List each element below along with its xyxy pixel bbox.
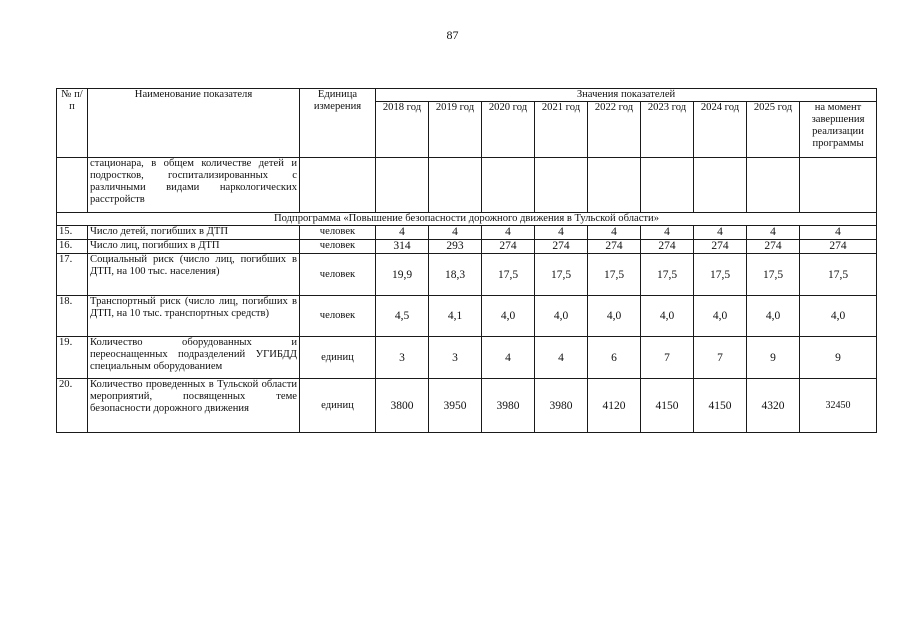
header-year: 2023 год — [641, 102, 694, 158]
row-value: 7 — [641, 337, 694, 379]
header-year: 2025 год — [747, 102, 800, 158]
header-year: 2022 год — [588, 102, 641, 158]
row-name: Число лиц, погибших в ДТП — [88, 240, 300, 254]
row-value: 9 — [747, 337, 800, 379]
row-value: 3 — [429, 337, 482, 379]
row-value: 7 — [694, 337, 747, 379]
row-value: 17,5 — [482, 254, 535, 296]
row-value: 4,0 — [535, 296, 588, 337]
row-final-value: 274 — [800, 240, 877, 254]
row-unit: единиц — [300, 337, 376, 379]
row-value: 18,3 — [429, 254, 482, 296]
row-number: 16. — [57, 240, 88, 254]
row-value: 17,5 — [747, 254, 800, 296]
header-year: 2019 год — [429, 102, 482, 158]
subprogram-row — [57, 213, 877, 226]
row-unit: человек — [300, 226, 376, 240]
row-name: Количество оборудованных и переоснащенных подразделений УГИБДД специальным оборудованием — [88, 337, 300, 379]
row-value: 4 — [535, 337, 588, 379]
row-final-value: 4 — [800, 226, 877, 240]
row-name: Количество проведенных в Тульской области мероприятий, посвященных теме безопасности дорожного движения — [88, 379, 300, 433]
header-col-unit: Единица измерения — [300, 89, 376, 158]
row-value: 274 — [747, 240, 800, 254]
row-value: 17,5 — [694, 254, 747, 296]
row-value: 4 — [482, 226, 535, 240]
header-year: 2018 год — [376, 102, 429, 158]
page-number: 87 — [446, 28, 459, 42]
header-final: на момент завершения реализации программы — [800, 102, 877, 158]
row-value: 3980 — [535, 379, 588, 433]
row-value: 19,9 — [376, 254, 429, 296]
row-value: 274 — [588, 240, 641, 254]
row-value: 4,1 — [429, 296, 482, 337]
row-final-value: 32450 — [800, 379, 877, 433]
row-name: Транспортный риск (число лиц, погибших в ДТП, на 10 тыс. транспортных средств) — [88, 296, 300, 337]
row-value: 3950 — [429, 379, 482, 433]
row-number: 18. — [57, 296, 88, 337]
row-value: 4120 — [588, 379, 641, 433]
row-value: 3800 — [376, 379, 429, 433]
table-row — [57, 240, 877, 254]
row-final-value: 4,0 — [800, 296, 877, 337]
row-name: Число детей, погибших в ДТП — [88, 226, 300, 240]
header-year: 2024 год — [694, 102, 747, 158]
header-values-group: Значения показателей — [376, 89, 877, 102]
header-year: 2021 год — [535, 102, 588, 158]
row-unit: человек — [300, 296, 376, 337]
row-value: 274 — [482, 240, 535, 254]
row-name: Социальный риск (число лиц, погибших в ДТП, на 100 тыс. населения) — [88, 254, 300, 296]
row-value: 3 — [376, 337, 429, 379]
row-value: 17,5 — [641, 254, 694, 296]
row-value: 4,0 — [482, 296, 535, 337]
row-value: 4,0 — [694, 296, 747, 337]
row-final-value: 9 — [800, 337, 877, 379]
row-value: 3980 — [482, 379, 535, 433]
row-value: 4 — [641, 226, 694, 240]
row-value: 274 — [535, 240, 588, 254]
table-row — [57, 379, 877, 433]
row-value: 4 — [588, 226, 641, 240]
row-number: 20. — [57, 379, 88, 433]
row-value: 4320 — [747, 379, 800, 433]
row-unit: человек — [300, 240, 376, 254]
row-value: 4,0 — [641, 296, 694, 337]
row-value: 4150 — [694, 379, 747, 433]
row-value: 314 — [376, 240, 429, 254]
table-row — [57, 296, 877, 337]
row-value: 4,0 — [588, 296, 641, 337]
row-unit: человек — [300, 254, 376, 296]
header-col-number: № п/п — [57, 89, 88, 158]
row-value: 4,5 — [376, 296, 429, 337]
indicators-table — [56, 88, 877, 433]
header-row-top — [57, 89, 877, 102]
row-value: 4150 — [641, 379, 694, 433]
row-number: 17. — [57, 254, 88, 296]
table-row — [57, 337, 877, 379]
row-value: 4 — [694, 226, 747, 240]
row-value: 4 — [747, 226, 800, 240]
row-value: 17,5 — [535, 254, 588, 296]
row-value: 293 — [429, 240, 482, 254]
row-number: 19. — [57, 337, 88, 379]
row-number: 15. — [57, 226, 88, 240]
header-year: 2020 год — [482, 102, 535, 158]
row-value: 4,0 — [747, 296, 800, 337]
row-value: 6 — [588, 337, 641, 379]
row-final-value: 17,5 — [800, 254, 877, 296]
continuation-num — [57, 158, 88, 213]
table-row — [57, 226, 877, 240]
continuation-text: стационара, в общем количестве детей и подростков, госпитализированных с различными видами наркологических расстройств — [88, 158, 300, 213]
row-value: 4 — [535, 226, 588, 240]
row-value: 4 — [429, 226, 482, 240]
table-row — [57, 254, 877, 296]
row-unit: единиц — [300, 379, 376, 433]
row-value: 17,5 — [588, 254, 641, 296]
row-value: 4 — [376, 226, 429, 240]
row-value: 4 — [482, 337, 535, 379]
row-value: 274 — [694, 240, 747, 254]
subprogram-title: Подпрограмма «Повышение безопасности дорожного движения в Тульской области» — [57, 213, 877, 226]
continuation-row — [57, 158, 877, 213]
header-col-name: Наименование показателя — [88, 89, 300, 158]
row-value: 274 — [641, 240, 694, 254]
